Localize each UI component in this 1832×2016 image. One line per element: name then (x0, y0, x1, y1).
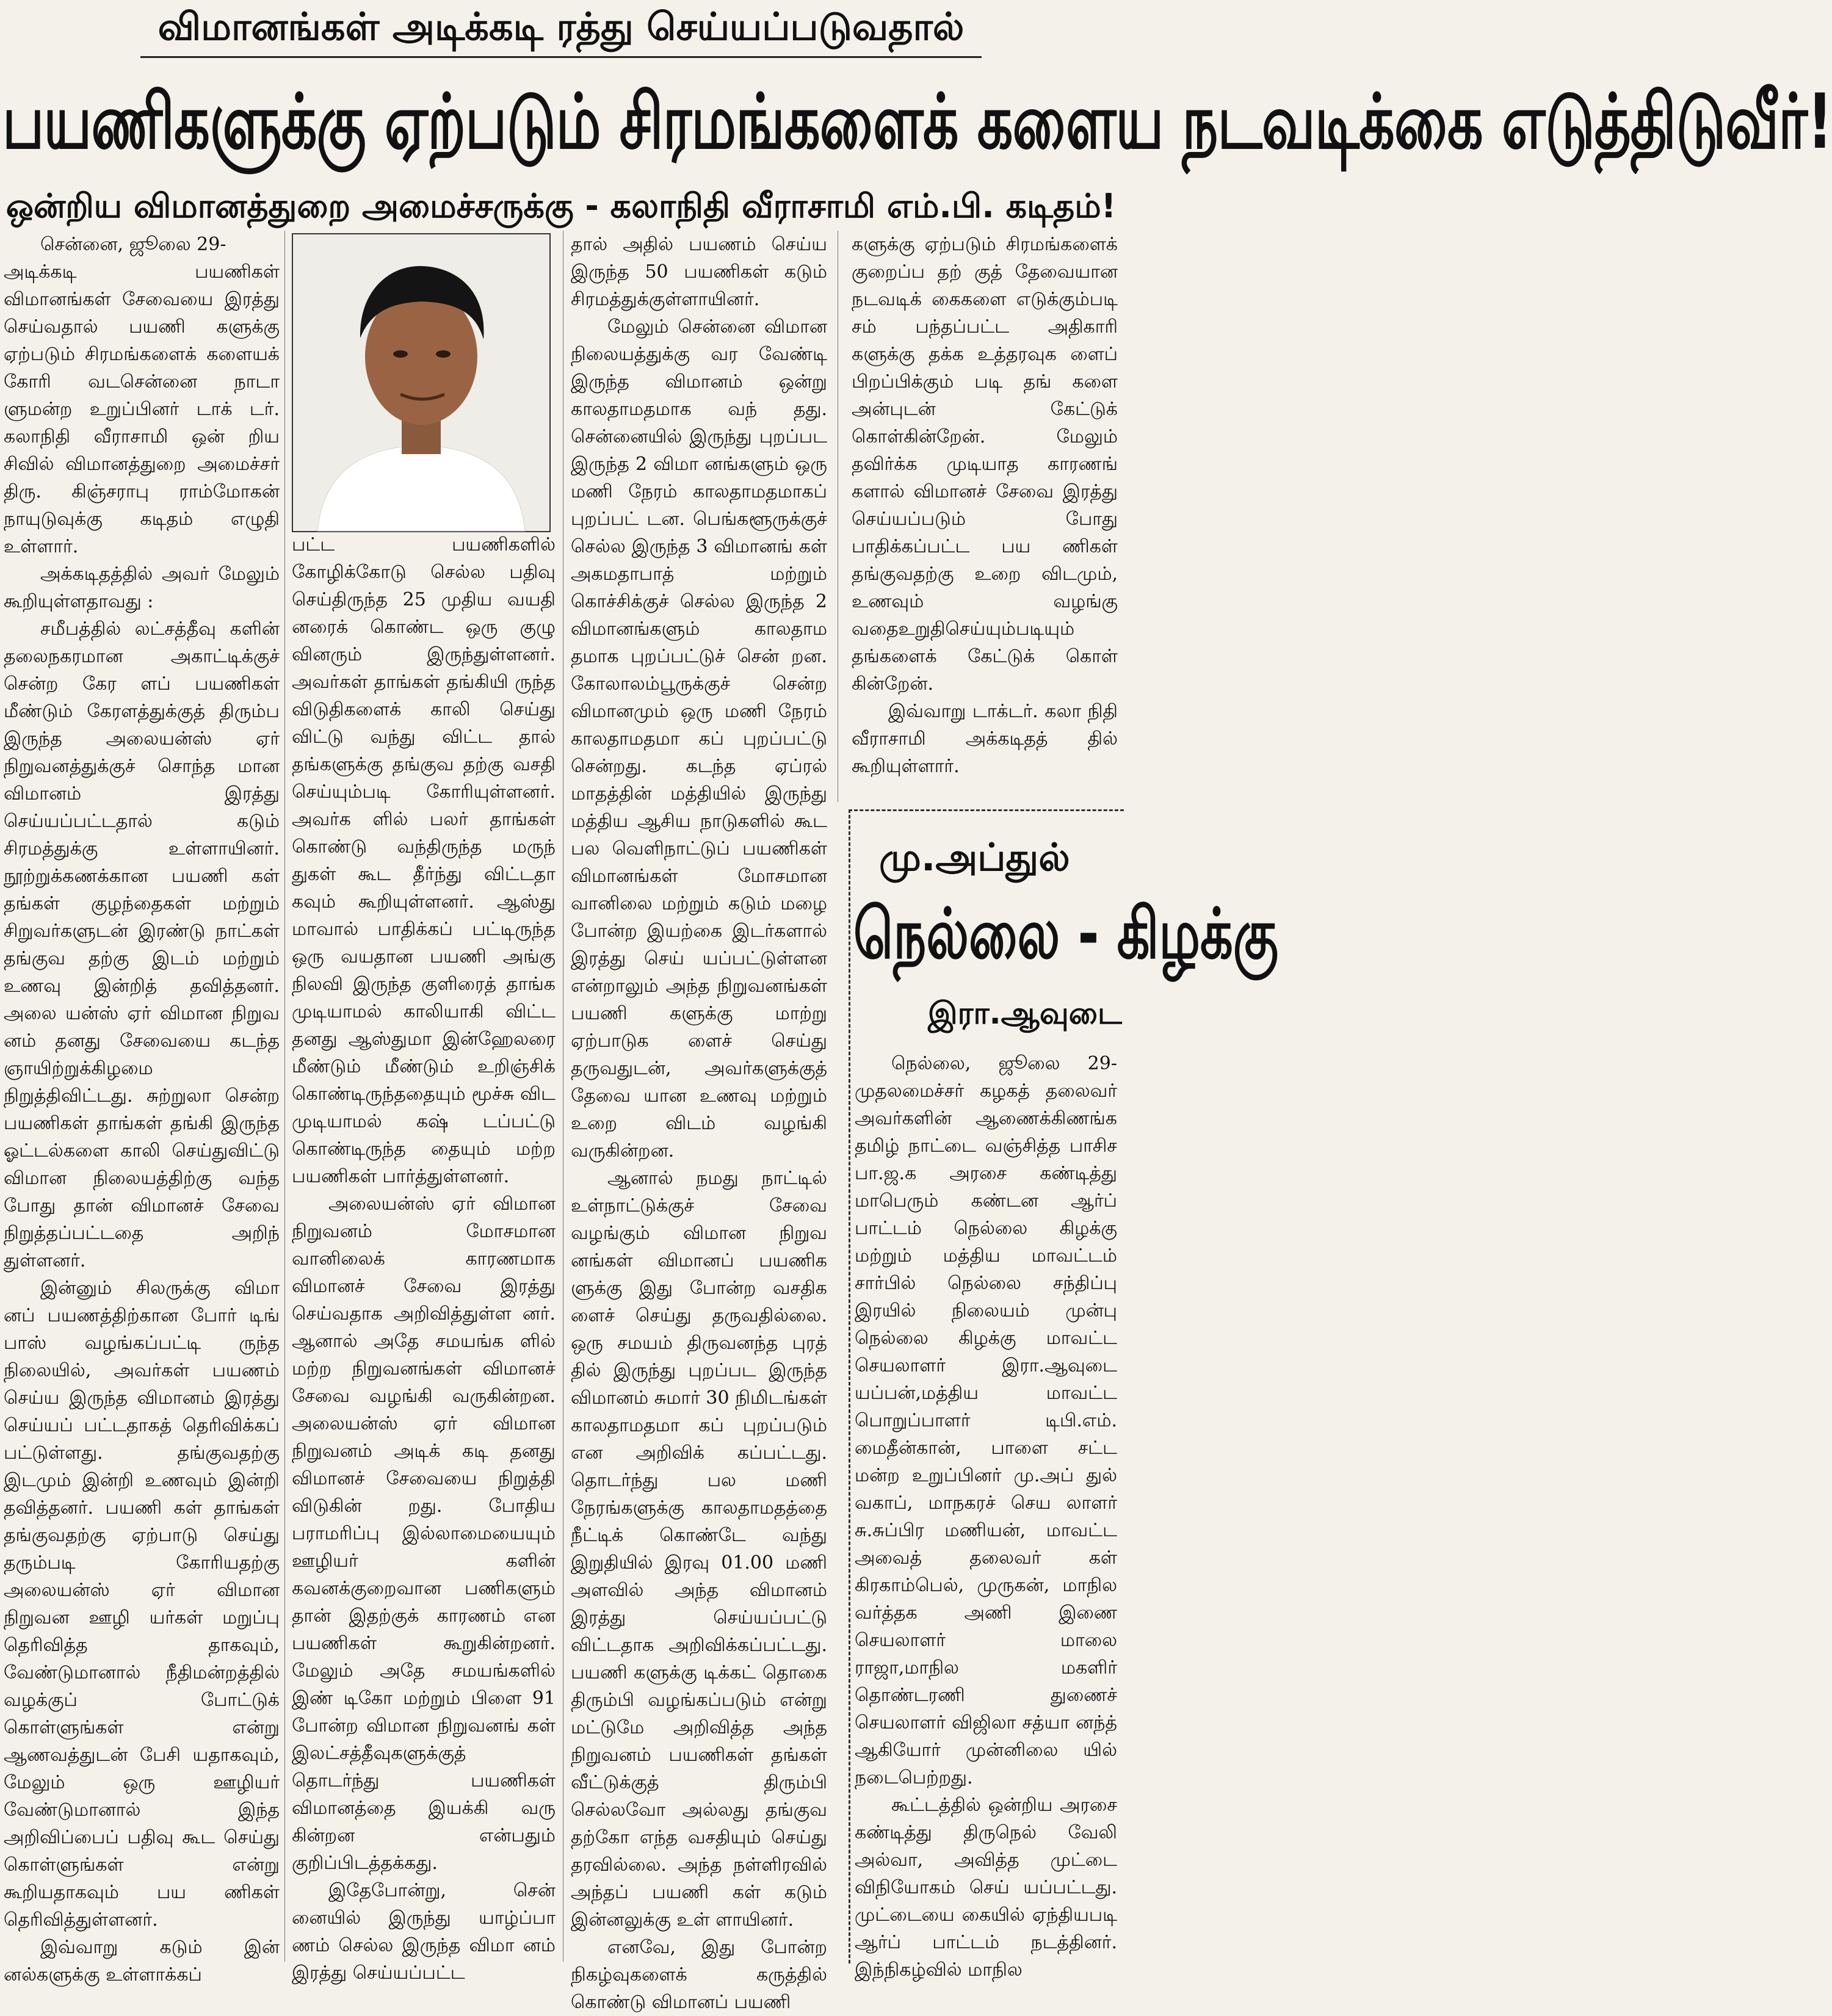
article-column-3 (571, 231, 827, 2013)
main-headline: பயணிகளுக்கு ஏற்படும் சிரமங்களைக் களைய நடவடிக்கை எடுத்திடுவீர்! (2, 78, 1832, 166)
paragraph: மேலும் சென்னை விமான நிலையத்துக்கு வர வேண்டி இருந்த விமானம் ஒன்று காலதாமதமாக வந் தது. சென்னையில் இருந்து புறப்பட இருந்த 2 விமா னங்களும் ஒரு மணி நேரம் காலதாமதமாகப் புறப்பட் டன. பெங்களூருக்குச் செல்ல இருந்த 3 விமானங் கள் அகமதாபாத் மற்றும் கொச்சிக்குச் செல்ல இருந்த 2 விமானங்களும் காலதாம தமாக புறப்பட்டுச் சென் றன. கோலாலம்பூருக்குச் சென்ற விமானமும் ஒரு மணி நேரம் காலதாமதமா கப் புறப்பட்டு சென்றது. கடந்த ஏப்ரல் மாதத்தின் மத்தியில் இருந்து மத்திய ஆசிய நாடுகளில் கூட பல வெளிநாட்டுப் பயணிகள் விமானங்கள் மோசமான வானிலை மற்றும் கடும் மழை போன்ற இயற்கை இடர்களால் இரத்து செய் யப்பட்டுள்ளன என்றாலும் அந்த நிறுவனங்கள் பயணி களுக்கு மாற்று ஏற்பாடுக ளைச் செய்து தருவதுடன், அவர்களுக்குத் தேவை யான உணவு மற்றும் உறை விடம் வழங்கி வருகின்றன. (571, 316, 827, 1162)
article-column-2 (292, 531, 556, 1984)
paragraph: நெல்லை, ஜூலை 29- முதலமைச்சர் கழகத் தலைவர் அவர்களின் ஆணைக்கிணங்க தமிழ் நாட்டை வஞ்சித்த பாசிச பா.ஜ.க அரசை கண்டித்து மாபெரும் கண்டன ஆர்ப் பாட்டம் நெல்லை கிழக்கு மற்றும் மத்திய மாவட்டம் சார்பில் நெல்லை சந்திப்பு இரயில் நிலையம் முன்பு நெல்லை கிழக்கு மாவட்ட செயலாளர் இரா.ஆவுடை யப்பன்,மத்திய மாவட்ட பொறுப்பாளர் டிபி.எம். மைதீன்கான், பாளை சட்ட மன்ற உறுப்பினர் மு.அப் துல் வகாப், மாநகரச் செய லாளர் சு.சுப்பிர மணியன், மாவட்ட அவைத் தலைவர் கள் கிரகாம்பெல், முருகன், மாநில வர்த்தக அணி இணை செயலாளர் மாலை ராஜா,மாநில மகளிர் தொண்டரணி துணைச் செயலாளர் விஜிலா சத்யா னந்த் ஆகியோர் முன்னிலை யில் நடைபெற்றது. (855, 1053, 1117, 1788)
second-story-headline: நெல்லை - கிழக்கு (853, 893, 1278, 975)
paragraph: தால் அதில் பயணம் செய்ய இருந்த 50 பயணிகள் கடும் சிரமத்துக்குள்ளாயினர். (571, 234, 827, 310)
paragraph: கூட்டத்தில் ஒன்றிய அரசை கண்டித்து திருநெல் வேலி அல்வா, அவித்த முட்டை விநியோகம் செய் யப்பட்டது. முட்டையை கையில் ஏந்தியபடி ஆர்ப் பாட்டம் நடத்தினர். இந்நிகழ்வில் மாநில (855, 1794, 1117, 1981)
paragraph: ஆனால் நமது நாட்டில் உள்நாட்டுக்குச் சேவை வழங்கும் விமான நிறுவ னங்கள் விமானப் பயணிக ளுக்கு இது போன்ற வசதிக ளைச் செய்து தருவதில்லை. ஒரு சமயம் திருவனந்த புரத் தில் இருந்து புறப்பட இருந்த விமானம் சுமார் 30 நிமிடங்கள் காலதாமதமா கப் புறப்படும் என அறிவிக் கப்பட்டது. தொடர்ந்து பல மணி நேரங்களுக்கு காலதாமதத்தை நீட்டிக் கொண்டே வந்து இறுதியில் இரவு 01.00 மணி அளவில் அந்த விமானம் இரத்து செய்யப்பட்டு விட்டதாக அறிவிக்கப்பட்டது. பயணி களுக்கு டிக்கட் தொகை திரும்பி வழங்கப்படும் என்று மட்டுமே அறிவித்த அந்த நிறுவனம் பயணிகள் தங்கள் வீட்டுக்குத் திரும்பி செல்லவோ அல்லது தங்குவ தற்கோ எந்த வசதியும் செய்து தரவில்லை. அந்த நள்ளிரவில் அந்தப் பயணி கள் கடும் இன்னலுக்கு உள் ளாயினர். (571, 1168, 827, 1931)
paragraph: இதேபோன்று, சென் னையில் இருந்து யாழ்ப்பா ணம் செல்ல இருந்த விமா னம் இரத்து செய்யப்பட்ட (292, 1880, 556, 1984)
paragraph: இவ்வாறு டாக்டர். கலா நிதி வீராசாமி அக்கடிதத் தில் கூறியுள்ளார். (852, 701, 1118, 777)
article-column-1 (4, 231, 280, 1985)
second-story-byline: இரா.ஆவுடை (928, 995, 1122, 1031)
kicker-headline: விமானங்கள் அடிக்கடி ரத்து செய்யப்படுவதால் (157, 4, 965, 49)
portrait-figure (293, 234, 549, 531)
paragraph: அக்கடிதத்தில் அவர் மேலும் கூறியுள்ளதாவது : (4, 563, 280, 612)
second-story-body (855, 1050, 1117, 1981)
paragraph: பட்ட பயணிகளில் கோழிக்கோடு செல்ல பதிவு செய்திருந்த 25 முதிய வயதி னரைக் கொண்ட ஒரு குழு வினரும் இருந்துள்ளனர். அவர்கள் தாங்கள் தங்கியி ருந்த விடுதிகளைக் காலி செய்து விட்டு வந்து விட்ட தால் தங்களுக்கு தங்குவ தற்கு வசதி செய்யும்படி கோரியுள்ளனர். அவர்க ளில் பலர் தாங்கள் கொண்டு வந்திருந்த மருந் துகள் கூட தீர்ந்து விட்டதா கவும் கூறியுள்ளனர். ஆஸ்து மாவால் பாதிக்கப் பட்டிருந்த ஒரு வயதான பயணி அங்கு நிலவி இருந்த குளிரைத் தாங்க முடியாமல் காலியாகி விட்ட தனது ஆஸ்துமா இன்ஹேலரை மீண்டும் மீண்டும் உறிஞ்சிக் கொண்டிருந்ததையும் மூச்சு விட முடியாமல் கஷ் டப்பட்டு கொண்டிருந்த தையும் மற்ற பயணிகள் பார்த்துள்ளனர். (292, 534, 556, 1187)
portrait-photo (292, 233, 551, 532)
paragraph: இன்னும் சிலருக்கு விமா னப் பயணத்திற்கான போர் டிங் பாஸ் வழங்கப்பட்டி ருந்த நிலையில், அவர்கள் பயணம் செய்ய இருந்த விமானம் இரத்து செய்யப் பட்டதாகத் தெரிவிக்கப் பட்டுள்ளது. தங்குவதற்கு இடமும் இன்றி உணவும் இன்றி தவித்தனர். பயணி கள் தாங்கள் தங்குவதற்கு ஏற்பாடு செய்து தரும்படி கோரியதற்கு அலையன்ஸ் ஏர் விமான நிறுவன ஊழி யர்கள் மறுப்பு தெரிவித்த தாகவும், வேண்டுமானால் நீதிமன்றத்தில் வழக்குப் போட்டுக் கொள்ளுங்கள் என்று ஆணவத்துடன் பேசி யதாகவும், மேலும் ஒரு ஊழியர் வேண்டுமானால் இந்த அறிவிப்பைப் பதிவு கூட செய்து கொள்ளுங்கள் என்று கூறியதாகவும் பய ணிகள் தெரிவித்துள்ளனர். (4, 1277, 280, 1931)
second-story-name: மு.அப்துல் (879, 835, 1070, 880)
article-column-4 (852, 231, 1118, 798)
dateline: சென்னை, ஜூலை 29- (40, 234, 226, 255)
paragraph: களுக்கு ஏற்படும் சிரமங்களைக் குறைப்ப தற் குத் தேவையான நடவடிக் கைகளை எடுக்கும்படி சம் பந்தப்பட்ட அதிகாரி களுக்கு தக்க உத்தரவுக ளைப் பிறப்பிக்கும் படி தங் களை அன்புடன் கேட்டுக் கொள்கின்றேன். மேலும் தவிர்க்க முடியாத காரணங் களால் விமானச் சேவை இரத்து செய்யப்படும் போது பாதிக்கப்பட்ட பய ணிகள் தங்குவதற்கு உறை விடமும், உணவும் வழங்கு வதைஉறுதிசெய்யும்படியும் தங்களைக் கேட்டுக் கொள் கின்றேன். (852, 234, 1118, 695)
paragraph: அலையன்ஸ் ஏர் விமான நிறுவனம் மோசமான வானிலைக் காரணமாக விமானச் சேவை இரத்து செய்வதாக அறிவித்துள்ள னர். ஆனால் அதே சமயங்க ளில் மற்ற நிறுவனங்கள் விமானச் சேவை வழங்கி வருகின்றன. அலையன்ஸ் ஏர் விமான நிறுவனம் அடிக் கடி தனது விமானச் சேவையை நிறுத்தி விடுகின் றது. போதிய பராமரிப்பு இல்லாமையையும் ஊழியர் களின் கவனக்குறைவான பணிகளும் தான் இதற்குக் காரணம் என பயணிகள் கூறுகின்றனர். மேலும் அதே சமயங்களில் இண் டிகோ மற்றும் பிளை 91 போன்ற விமான நிறுவனங் கள் இலட்சத்தீவுகளுக்குத் தொடர்ந்து பயணிகள் விமானத்தை இயக்கி வரு கின்றன என்பதும் குறிப்பிடத்தக்கது. (292, 1193, 556, 1874)
column-separator (284, 231, 285, 1962)
paragraph: அடிக்கடி பயணிகள் விமானங்கள் சேவையை இரத்து செய்வதால் பயணி களுக்கு ஏற்படும் சிரமங்களைக் களையக் கோரி வடசென்னை நாடா ளுமன்ற உறுப்பினர் டாக் டர். கலாநிதி வீராசாமி ஒன் றிய சிவில் விமானத்துறை அமைச்சர் திரு. கிஞ்சராபு ராம்மோகன் நாயுடுவுக்கு கடிதம் எழுதி உள்ளார். (4, 261, 280, 557)
paragraph: எனவே, இது போன்ற நிகழ்வுகளைக் கருத்தில் கொண்டு விமானப் பயணி (571, 1937, 827, 2013)
subheadline: ஒன்றிய விமானத்துறை அமைச்சருக்கு - கலாநிதி வீராசாமி எம்.பி. கடிதம்! (5, 187, 1117, 225)
paragraph: சமீபத்தில் லட்சத்தீவு களின் தலைநகரமான அகாட்டிக்குச் சென்ற கேர ளப் பயணிகள் மீண்டும் கேரளத்துக்குத் திரும்ப இருந்த அலையன்ஸ் ஏர் நிறுவனத்துக்குச் சொந்த மான விமானம் இரத்து செய்யப்பட்டதால் கடும் சிரமத்துக்கு உள்ளாயினர். நூற்றுக்கணக்கான பயணி கள் தங்கள் குழந்தைகள் மற்றும் சிறுவர்களுடன் இரண்டு நாட்கள் தங்குவ தற்கு இடம் மற்றும் உணவு இன்றித் தவித்தனர். அலை யன்ஸ் ஏர் விமான நிறுவ னம் தனது சேவையை கடந்த ஞாயிற்றுக்கிழமை நிறுத்திவிட்டது. சுற்றுலா சென்ற பயணிகள் தாங்கள் தங்கி இருந்த ஓட்டல்களை காலி செய்துவிட்டு விமான நிலையத்திற்கு வந்த போது தான் விமானச் சேவை நிறுத்தப்பட்டதை அறிந் துள்ளனர். (4, 618, 280, 1271)
paragraph: இவ்வாறு கடும் இன் னல்களுக்கு உள்ளாக்கப் (4, 1937, 280, 1985)
